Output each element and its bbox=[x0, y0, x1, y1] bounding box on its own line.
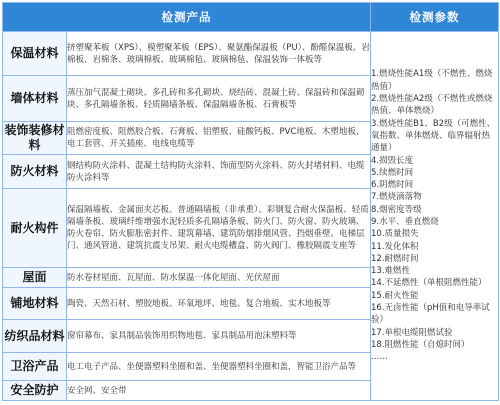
param-item: 5.续燃时间 bbox=[371, 167, 414, 178]
param-item: 10.质量损失 bbox=[371, 229, 419, 240]
products-cell: 电工电子产品、坐便器塑料坐圈和盖、坐便器塑料坐圈和盖，智能卫浴产品等 bbox=[67, 353, 371, 381]
table-header-row bbox=[3, 3, 499, 32]
params-cell bbox=[371, 32, 499, 401]
inspection-table bbox=[2, 2, 499, 401]
param-item: 17.单根电缆阻燃试验 bbox=[371, 327, 453, 338]
products-cell: 钢结构防火涂料、混凝土结构防火涂料、饰面型防火涂料、防火封堵材料、电缆防火涂料等 bbox=[67, 155, 371, 189]
products-column-header: 检测产品 bbox=[3, 3, 371, 32]
products-cell: 阻燃密度板、阻燃胶合板、石膏板、铝塑板、硅酸钙板、PVC地板、木塑地板、电工套管、开关插座、电线电缆等 bbox=[67, 122, 371, 155]
param-item: 6.阴燃时间 bbox=[371, 180, 414, 191]
param-item: 3.燃烧性能B1、B2级（可燃性、氧指数、单体燃烧、临界辐射热通量） bbox=[371, 118, 496, 154]
param-item: 14.不延燃性（单根阻燃性能） bbox=[371, 278, 487, 289]
category-label: 屋面 bbox=[3, 268, 67, 288]
products-cell: 挤塑聚苯板（XPS）、模塑聚苯板（EPS）、聚氨酯保温板（PU）、酚醛保温板、岩棉板、岩棉条、玻璃棉板、玻璃棉毡、玻璃棉毡、保温装饰一体板等 bbox=[67, 32, 371, 76]
products-cell: 陶瓷、天然石材、塑胶地板、环氧地坪、地毯、复合地板、实木地板等 bbox=[67, 288, 371, 320]
products-cell: 保温隔墙板、金属面夹芯板、普通隔墙板（非承重）、彩钢复合耐火保温板、轻质隔墙条板、玻璃纤维增强水泥轻质多孔隔墙条板、防火门、防火窗、防火玻璃、防火卷帘、防火膨胀密封件、建筑幕墙、建筑防烟排烟风管、挡烟垂壁、电梯层门、通风管道、建筑抗震支吊架、耐火电缆槽盒、防火阀门、橡胶隔震支座等 bbox=[67, 189, 371, 268]
params-column-header: 检测参数 bbox=[371, 3, 499, 32]
param-item: 15.耐火性能 bbox=[371, 290, 419, 301]
category-label: 卫浴产品 bbox=[3, 353, 67, 381]
category-label: 装饰装修材料 bbox=[3, 122, 67, 155]
param-item: 7.燃烧滴落物 bbox=[371, 192, 422, 203]
param-item: 12.耐燃时间 bbox=[371, 253, 419, 264]
param-item: 18.阻燃性能（自熄时间） bbox=[371, 339, 470, 350]
products-cell: 防水卷材屋面、瓦屋面、防水保温一体化屋面、光伏屋面 bbox=[67, 268, 371, 288]
param-item: 2.燃烧性能A2级（不燃性或燃烧热值、单体燃烧） bbox=[371, 94, 493, 117]
param-item: …… bbox=[371, 352, 388, 363]
param-item: 9.水平、垂直燃烧 bbox=[371, 217, 439, 227]
products-cell: 蒸压加气混凝土砌块、多孔砖和多孔砌块、烧结砖、混凝土砖、保温砖和保温砌块、多孔隔墙条板、轻质隔墙条板、保温隔墙条板、石膏板等 bbox=[67, 76, 371, 122]
category-label: 安全防护 bbox=[3, 381, 67, 401]
category-label: 墙体材料 bbox=[3, 76, 67, 122]
category-label: 防火材料 bbox=[3, 155, 67, 189]
param-item: 13.难燃性 bbox=[371, 266, 411, 277]
table-row bbox=[3, 32, 499, 76]
param-item: 1.燃烧性能A1级（不燃性、燃烧热值） bbox=[371, 69, 493, 92]
category-label: 保温材料 bbox=[3, 32, 67, 76]
param-item: 16.无卤性能（pH值和电导率试验） bbox=[371, 303, 490, 326]
category-label: 耐火构件 bbox=[3, 189, 67, 268]
products-cell: 安全网、安全带 bbox=[67, 381, 371, 401]
param-item: 11.发化体积 bbox=[371, 241, 419, 252]
category-label: 铺地材料 bbox=[3, 288, 67, 320]
category-label: 纺织品材料 bbox=[3, 320, 67, 353]
param-item: 4.损毁长度 bbox=[371, 155, 414, 166]
param-item: 8.烟密度等级 bbox=[371, 204, 422, 215]
products-cell: 窗帘幕布、家具制品装饰用织物地毯、家具制品用泡沫塑料等 bbox=[67, 320, 371, 353]
